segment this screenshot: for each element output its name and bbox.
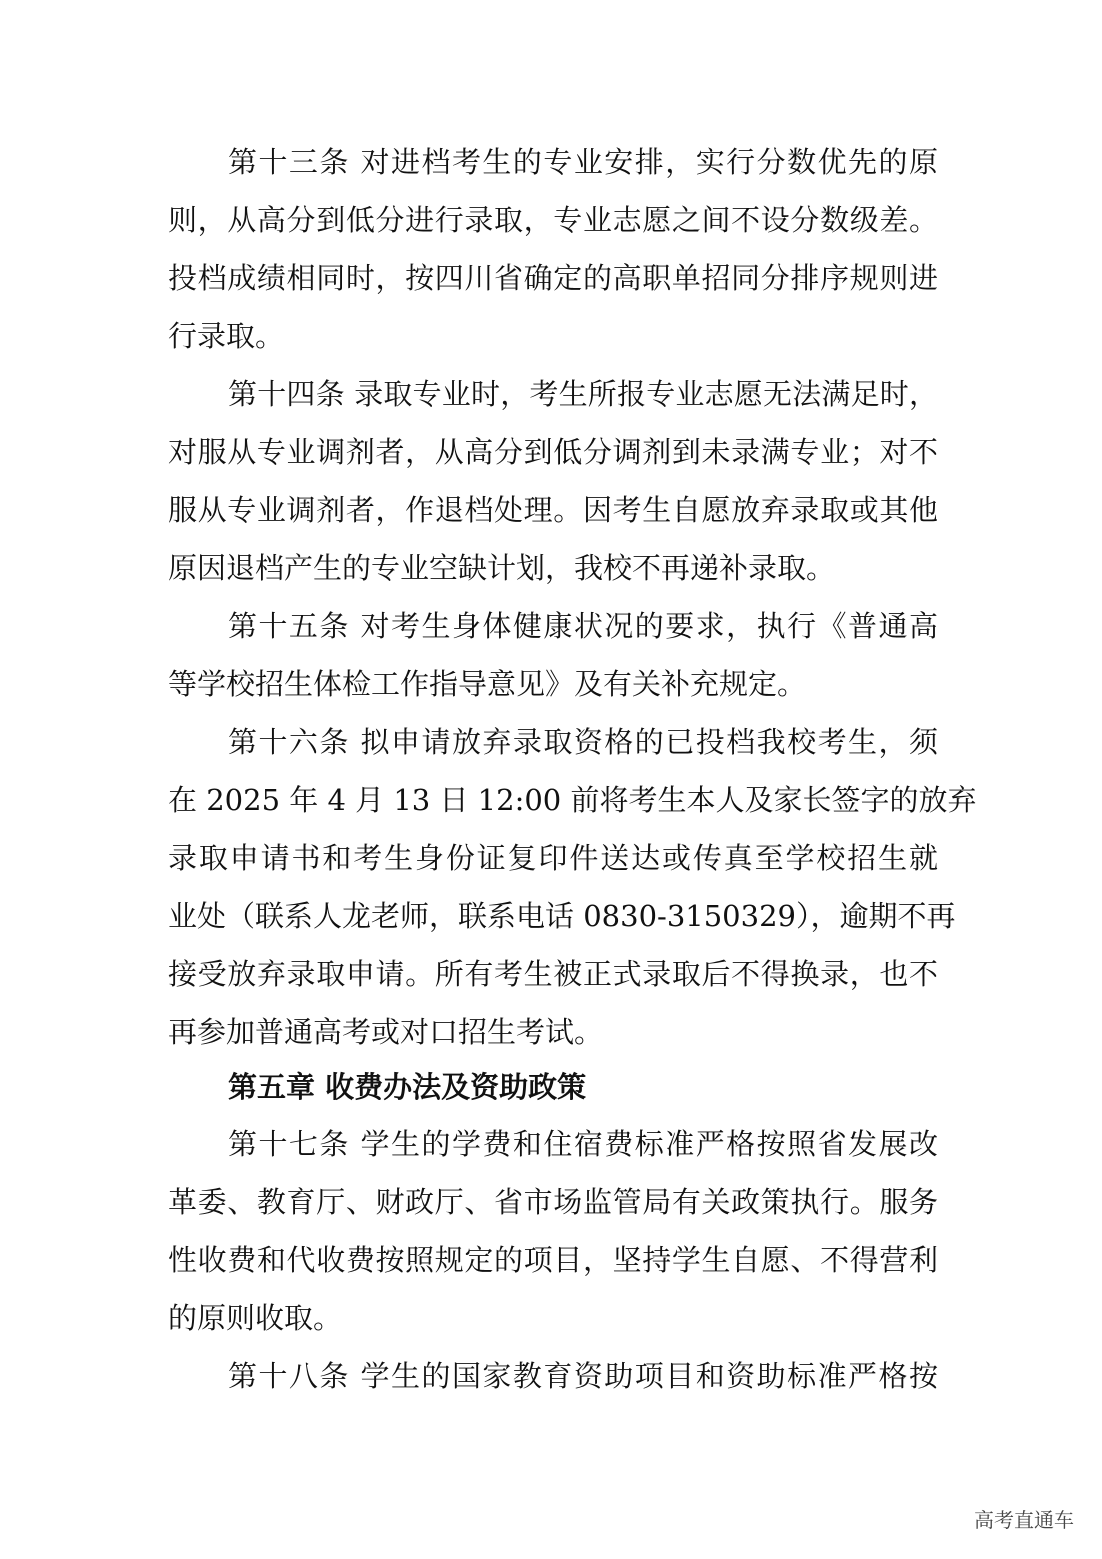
article-13-line-3: 投档成绩相同时，按四川省确定的高职单招同分排序规则进 [168,261,938,295]
article-15-line-2: 等学校招生体检工作指导意见》及有关补充规定。 [168,667,807,701]
article-15-line-1: 第十五条 对考生身体健康状况的要求，执行《普通高 [228,609,938,643]
article-14-line-1: 第十四条 录取专业时，考生所报专业志愿无法满足时， [228,377,938,411]
article-13-line-2: 则，从高分到低分进行录取，专业志愿之间不设分数级差。 [168,203,938,237]
article-14-line-2: 对服从专业调剂者，从高分到低分调剂到未录满专业；对不 [168,435,938,469]
article-16-line-3: 录取申请书和考生身份证复印件送达或传真至学校招生就 [168,841,938,875]
article-14-line-3: 服从专业调剂者，作退档处理。因考生自愿放弃录取或其他 [168,493,938,527]
article-16-line-4: 业处（联系人龙老师，联系电话 0830-3150329），逾期不再 [168,899,956,933]
article-17-line-3: 性收费和代收费按照规定的项目，坚持学生自愿、不得营利 [168,1243,938,1277]
article-16-line-1: 第十六条 拟申请放弃录取资格的已投档我校考生，须 [228,725,938,759]
article-13-line-4: 行录取。 [168,319,285,353]
article-18-line-1: 第十八条 学生的国家教育资助项目和资助标准严格按 [228,1359,938,1393]
chapter-5-heading: 第五章 收费办法及资助政策 [228,1070,587,1104]
article-17-line-1: 第十七条 学生的学费和住宿费标准严格按照省发展改 [228,1127,938,1161]
article-16-line-5: 接受放弃录取申请。所有考生被正式录取后不得换录，也不 [168,957,938,991]
article-16-line-2: 在 2025 年 4 月 13 日 12:00 前将考生本人及家长签字的放弃 [168,783,977,817]
article-13-line-1: 第十三条 对进档考生的专业安排，实行分数优先的原 [228,145,938,179]
article-16-line-6: 再参加普通高考或对口招生考试。 [168,1015,604,1049]
article-17-line-2: 革委、教育厅、财政厅、省市场监管局有关政策执行。服务 [168,1185,938,1219]
watermark: 高考直通车 [974,1508,1074,1532]
article-17-line-4: 的原则收取。 [168,1301,343,1335]
article-14-line-4: 原因退档产生的专业空缺计划，我校不再递补录取。 [168,551,836,585]
